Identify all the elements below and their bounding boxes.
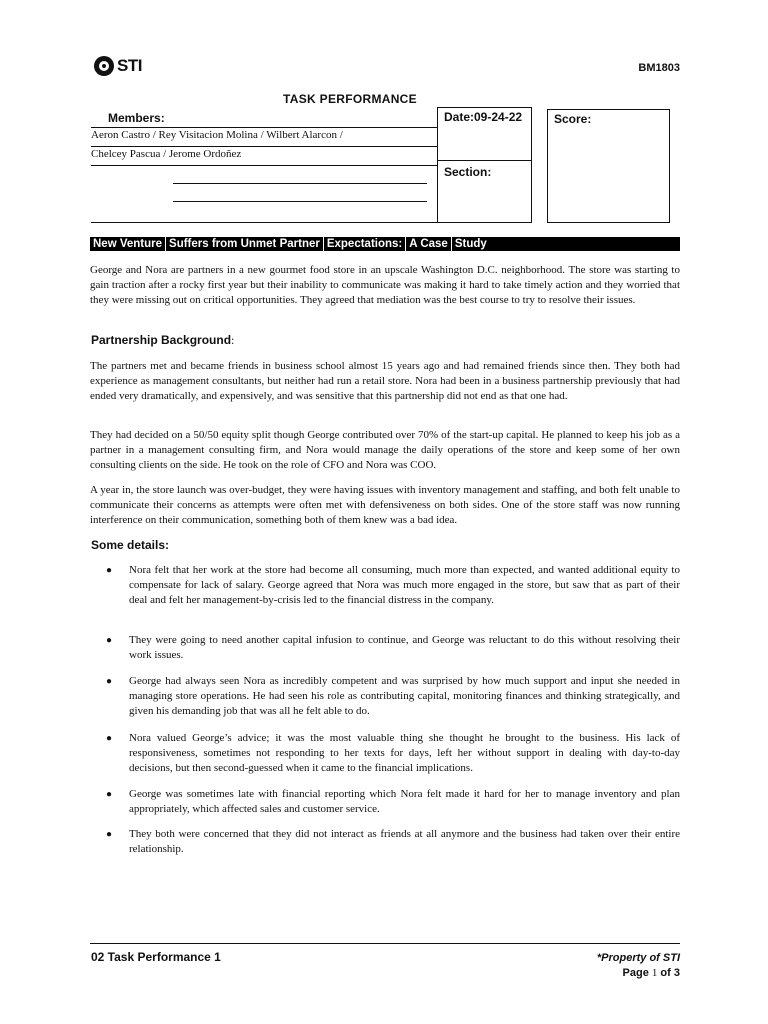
page-title: TASK PERFORMANCE — [283, 92, 417, 106]
list-item-text: Nora felt that her work at the store had become all consuming, much more than expected, and wanted additional equity to compensate for lack of salary. George agreed that Nora was much more engaged in the store, but saw that as part of their deal and felt her management-by-crisis led to the financial distress in the company. — [129, 564, 680, 606]
form-line — [91, 146, 437, 147]
page-number — [597, 966, 680, 981]
form-line — [437, 160, 532, 161]
list-item-text: George was sometimes late with financial reporting which Nora felt made it hard for her to manage inventory and plan appropriately, which affected sales and customer service. — [129, 788, 680, 815]
bullet-icon: ● — [106, 565, 113, 576]
details-heading: Some details: — [91, 538, 170, 552]
property-notice: *Property of STI — [596, 952, 680, 964]
list-item — [106, 633, 680, 663]
members-line-2: Chelcey Pascua / Jerome Ordoñez — [91, 148, 242, 160]
blank-entry-line[interactable] — [173, 201, 427, 202]
list-item — [106, 674, 680, 719]
bullet-icon: ● — [106, 733, 113, 744]
form-line — [91, 165, 437, 166]
list-item — [106, 787, 680, 817]
background-heading-colon: : — [231, 333, 235, 347]
page-prefix: Page — [622, 967, 652, 979]
list-item — [106, 731, 680, 776]
form-line — [437, 107, 532, 108]
score-label: Score: — [554, 112, 592, 126]
blank-entry-line[interactable] — [173, 183, 427, 184]
logo-text: STI — [117, 56, 142, 75]
bullet-icon: ● — [106, 635, 113, 646]
background-heading — [91, 333, 234, 348]
sti-logo — [94, 56, 142, 76]
page-mid: of — [657, 967, 674, 979]
form-line — [91, 127, 437, 128]
bullet-icon: ● — [106, 676, 113, 687]
section-label: Section: — [444, 165, 492, 179]
list-item — [106, 563, 680, 608]
background-paragraph: They had decided on a 50/50 equity split though George contributed over 70% of the start-up capital. He planned to keep his job as a partner in a management consulting firm, and Nora would manage the daily operations of the store and keep some of her own consulting clients on the side. He took on the role of CFO and Nora was COO. — [90, 429, 680, 471]
list-item-text: Nora valued George’s advice; it was the most valuable thing she thought he brought to the business. His lack of responsiveness, sometimes not responding to her texts for days, left her without support in dealing with day-to-day decisions, but then second-guessed when it came to the financial implications. — [129, 732, 680, 774]
footer-course: 02 Task Performance 1 — [91, 950, 221, 964]
form-divider — [531, 107, 532, 223]
list-item — [106, 827, 680, 857]
footer-right — [597, 951, 680, 981]
score-box — [547, 109, 670, 223]
page-current: 1 — [651, 967, 658, 979]
list-item-text: They both were concerned that they did not interact as friends at all anymore and the business had taken over their entire relationship. — [129, 828, 680, 855]
banner-word: Suffers from Unmet Partner — [166, 237, 324, 251]
form-divider — [437, 107, 438, 223]
page-total: 3 — [673, 967, 680, 979]
background-paragraph: The partners met and became friends in business school almost 15 years ago and had remained friends since then. They both had experience as management consultants, but neither had run a retail store. Nora had been in a business partnership previously that had ended very dramatically, and expensively, and was sensitive that this partnership did not end as that one had. — [90, 360, 680, 402]
background-heading-text: Partnership Background — [91, 333, 232, 347]
banner-word: New Venture — [90, 237, 166, 251]
members-label: Members: — [108, 111, 165, 125]
bullet-icon: ● — [106, 829, 113, 840]
list-item-text: George had always seen Nora as incredibly competent and was surprised by how much support and input she needed in managing store operations. He had seen his role as contributing capital, monitoring finances and thinking strategically, and given his demanding job that was all he felt able to do. — [129, 675, 680, 717]
banner-word: Study — [454, 238, 487, 250]
members-line-1: Aeron Castro / Rey Visitacion Molina / Wilbert Alarcon / — [91, 129, 343, 141]
bullet-icon: ● — [106, 789, 113, 800]
intro-paragraph: George and Nora are partners in a new gourmet food store in an upscale Washington D.C. neighborhood. The store was starting to gain traction after a rocky first year but their inability to communicate was making it hard to take timely action and they worried that they were missing out on critical opportunities. They agreed that mediation was the best course to try to resolve their issues. — [90, 264, 680, 306]
list-item-text: They were going to need another capital infusion to continue, and George was reluctant to do this without resolving their work issues. — [129, 634, 680, 661]
footer-rule — [90, 943, 680, 944]
case-study-banner — [90, 237, 680, 251]
form-line — [91, 222, 531, 223]
banner-word: A Case — [406, 237, 452, 251]
sti-logo-icon — [94, 56, 114, 76]
background-paragraph: A year in, the store launch was over-budget, they were having issues with inventory management and staffing, and both felt unable to communicate their concerns as attempts were often met with defensiveness on both sides. One of the store staff was now running interference on their communication, something both of them knew was a bad idea. — [90, 484, 680, 526]
banner-word: Expectations: — [324, 237, 406, 251]
course-code: BM1803 — [638, 62, 680, 74]
date-label: Date:09-24-22 — [444, 110, 523, 124]
